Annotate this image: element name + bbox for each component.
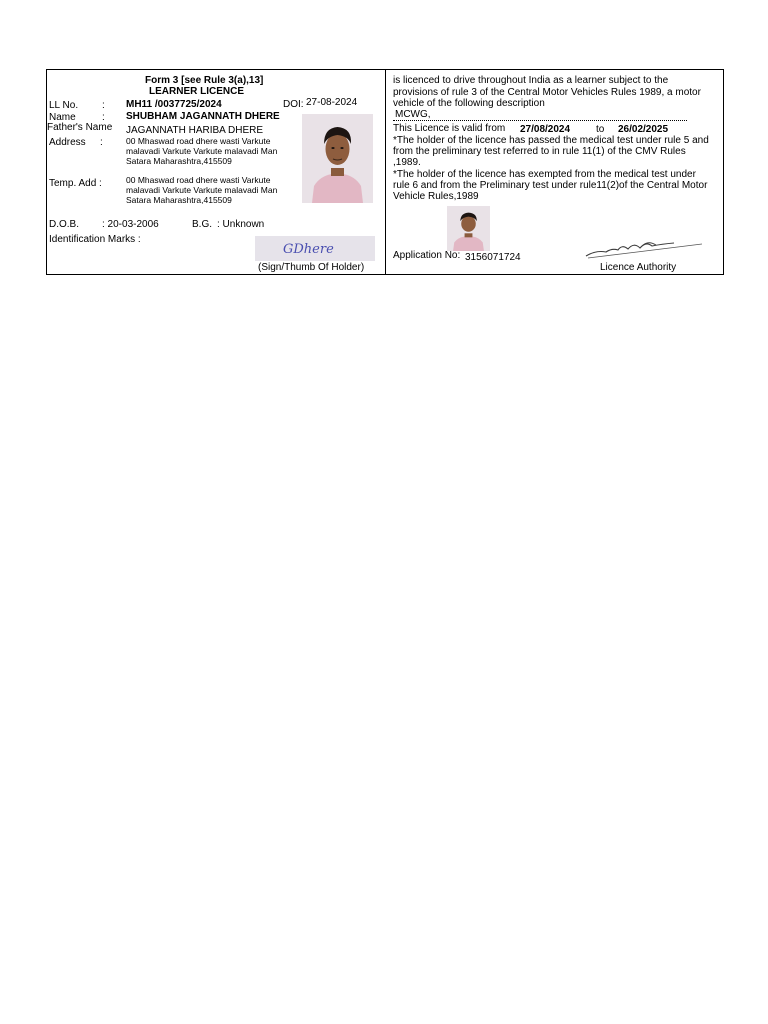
doi-label: DOI: bbox=[283, 99, 304, 110]
form-subtitle: LEARNER LICENCE bbox=[149, 86, 245, 97]
father-name-value: JAGANNATH HARIBA DHERE bbox=[126, 125, 264, 136]
holder-signature-text: GDhere bbox=[283, 242, 334, 257]
temp-address-line: malavadi Varkute Varkute malavadi Man bbox=[126, 185, 278, 195]
intro-line: vehicle of the following description bbox=[393, 98, 545, 109]
name-colon: : bbox=[102, 112, 105, 123]
exemption-note-line: rule 6 and from the Preliminary test under rule11(2)of the Central Motor bbox=[393, 180, 708, 191]
blood-group-value: : Unknown bbox=[217, 219, 265, 230]
father-name-label: Father's Name bbox=[47, 122, 113, 133]
temp-address-label: Temp. Add : bbox=[49, 178, 102, 189]
holder-photo-small-image bbox=[447, 206, 490, 251]
medical-note-line: from the preliminary test referred to in rule 11(1) of the CMV Rules bbox=[393, 146, 686, 157]
temp-address-line: Satara Maharashtra,415509 bbox=[126, 195, 232, 205]
holder-photo-image bbox=[302, 114, 373, 203]
authority-signature bbox=[582, 236, 707, 262]
address-label: Address bbox=[49, 137, 86, 148]
ll-no-label: LL No. bbox=[49, 100, 79, 111]
temp-address-line: 00 Mhaswad road dhere wasti Varkute bbox=[126, 175, 271, 185]
valid-from-label: This Licence is valid from bbox=[393, 123, 506, 134]
medical-note-line: ,1989. bbox=[393, 157, 421, 168]
address-line: Satara Maharashtra,415509 bbox=[126, 156, 232, 166]
holder-photo bbox=[302, 114, 373, 203]
vehicle-class-dotted-line bbox=[393, 120, 687, 121]
ll-no-value: MH11 /0037725/2024 bbox=[126, 99, 222, 110]
authority-signature-image bbox=[582, 236, 707, 262]
vehicle-class: MCWG, bbox=[395, 109, 431, 120]
name-label: Name bbox=[49, 112, 76, 123]
application-no-value: 3156071724 bbox=[465, 252, 521, 263]
ll-no-colon: : bbox=[102, 100, 105, 111]
dob-label: D.O.B. bbox=[49, 219, 80, 230]
exemption-note-line: *The holder of the licence has exempted from the medical test under bbox=[393, 169, 696, 180]
identification-marks-label: Identification Marks : bbox=[49, 234, 141, 245]
address-colon: : bbox=[100, 137, 103, 148]
holder-photo-small bbox=[447, 206, 490, 251]
address-line: malavadi Varkute Varkute malavadi Man bbox=[126, 146, 278, 156]
valid-from-date: 27/08/2024 bbox=[520, 124, 571, 135]
doi-value: 27-08-2024 bbox=[306, 97, 358, 108]
intro-line: provisions of rule 3 of the Central Motor Vehicles Rules 1989, a motor bbox=[393, 87, 701, 98]
valid-to-date: 26/02/2025 bbox=[618, 124, 669, 135]
valid-to-label: to bbox=[596, 124, 605, 135]
blood-group-label: B.G. bbox=[192, 219, 213, 230]
card-divider bbox=[385, 69, 386, 275]
address-line: 00 Mhaswad road dhere wasti Varkute bbox=[126, 136, 271, 146]
licence-authority-label: Licence Authority bbox=[600, 262, 677, 273]
intro-line: is licenced to drive throughout India as a learner subject to the bbox=[393, 75, 669, 86]
sign-caption: (Sign/Thumb Of Holder) bbox=[258, 262, 365, 273]
medical-note-line: *The holder of the licence has passed the medical test under rule 5 and bbox=[393, 135, 709, 146]
name-value: SHUBHAM JAGANNATH DHERE bbox=[126, 111, 280, 122]
holder-signature bbox=[255, 236, 375, 261]
application-no-label: Application No: bbox=[393, 250, 461, 261]
form-title: Form 3 [see Rule 3(a),13] bbox=[145, 75, 264, 86]
exemption-note-line: Vehicle Rules,1989 bbox=[393, 191, 479, 202]
dob-value: : 20-03-2006 bbox=[102, 219, 159, 230]
holder-signature-image bbox=[255, 236, 375, 261]
